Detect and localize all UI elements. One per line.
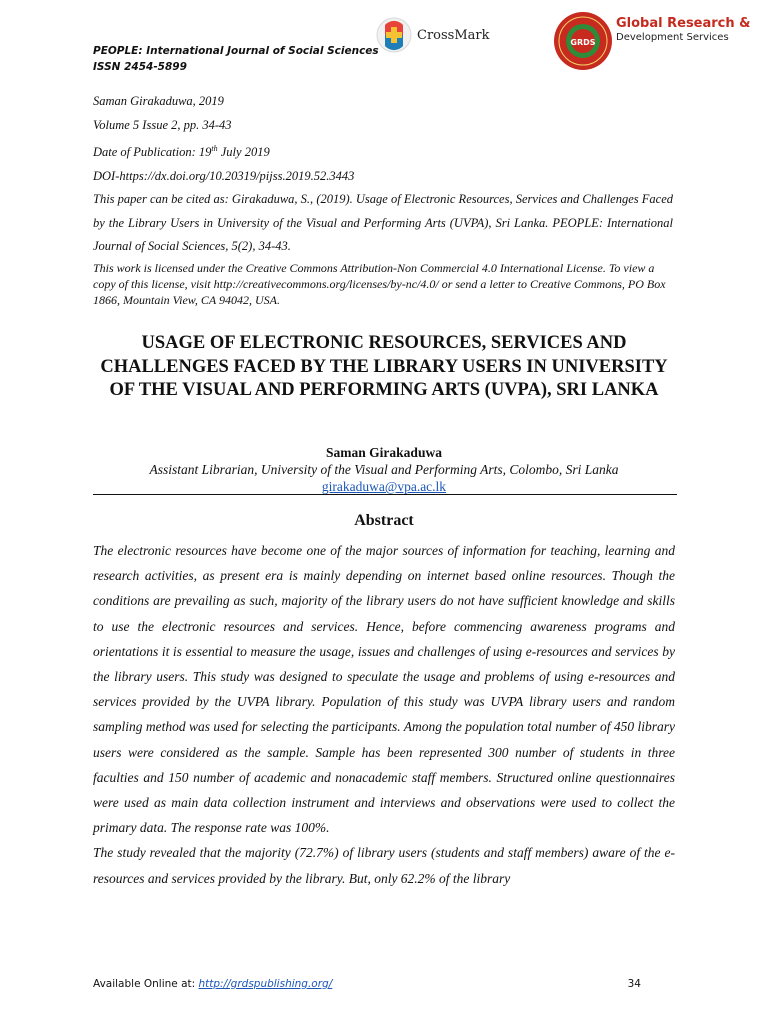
author-year: Saman Girakaduwa, 2019 [93, 94, 224, 108]
footer-availability: Available Online at: http://grdspublishing.org/ [93, 978, 333, 990]
journal-name: PEOPLE: International Journal of Social Sciences [93, 45, 379, 57]
divider [93, 494, 677, 495]
author-affiliation: Assistant Librarian, University of the Visual and Performing Arts, Colombo, Sri Lanka [149, 462, 619, 477]
grds-subtitle: Development Services [616, 32, 729, 43]
crossmark-label: CrossMark [417, 27, 490, 43]
grds-seal-icon [553, 10, 613, 72]
grds-badge-text: GRDS [570, 38, 596, 47]
crossmark-logo[interactable] [376, 16, 489, 54]
abstract-body [93, 538, 675, 891]
footer-url-link[interactable]: http://grdspublishing.org/ [198, 978, 333, 990]
article-meta [93, 90, 673, 259]
abstract-paragraph: The study revealed that the majority (72.7%) of library users (students and staff members) aware of the e-resources and services provided by the library. But, only 62.2% of the library [93, 845, 675, 886]
abstract-paragraph: The electronic resources have become one of the major sources of information for teaching, learning and research activities, as present era is mainly depending on internet based online resources. Though the conditions are prevailing as such, majority of the library users do not have sufficient knowledge and skills to use the electronic resources and services. Hence, before commencing awareness programs and orientations it is essential to measure the usage, issues and challenges of using e-resources and services by the library users. This study was designed to speculate the usage and problems of using e-resources and services provided by the UVPA library. Population of this study was UVPA library users and random sampling method was used for selecting the participants. Among the population total number of 450 library users were considered as the sample. Sample has been represented 300 number of students in three faculties and 150 number of academic and nonacademic staff members. Structured online questionnaires were used as main data collection instrument and interviews and observations were used to collect the primary data. The response rate was 100%. [93, 543, 675, 836]
author-block [93, 444, 675, 495]
abstract-heading: Abstract [354, 512, 414, 529]
grds-title: Global Research & [616, 16, 751, 31]
doi: DOI-https://dx.doi.org/10.20319/pijss.2019.52.3443 [93, 168, 355, 183]
volume-info: Volume 5 Issue 2, pp. 34-43 [93, 117, 232, 132]
crossmark-icon [376, 16, 412, 54]
author-name: Saman Girakaduwa [326, 445, 442, 460]
page-number: 34 [627, 978, 641, 990]
author-email-link[interactable]: girakaduwa@vpa.ac.lk [321, 479, 447, 494]
citation: This paper can be cited as: Girakaduwa, S., (2019). Usage of Electronic Resources, Services and Challenges Faced by the Library Users in University of the Visual and Performing Arts (UVPA), Sri Lanka. PEOPLE: International Journal of Social Sciences, 5(2), 34-43. [93, 192, 673, 254]
license-notice: This work is licensed under the Creative Commons Attribution-Non Commercial 4.0 International License. To view a copy of this license, visit http://creativecommons.org/licenses/by-nc/4.0/ or send a letter to Creative Commons, PO Box 1866, Mountain View, CA 94042, USA. [93, 261, 666, 307]
paper-title: USAGE OF ELECTRONIC RESOURCES, SERVICES AND CHALLENGES FACED BY THE LIBRARY USERS IN UNIVERSITY OF THE VISUAL AND PERFORMING ARTS (UVPA), SRI LANKA [100, 333, 668, 400]
journal-header [93, 43, 379, 75]
journal-issn: ISSN 2454-5899 [93, 61, 187, 73]
page-footer [93, 978, 641, 990]
grds-logo [553, 10, 751, 72]
publication-date: Date of Publication: 19th July 2019 [93, 144, 270, 160]
